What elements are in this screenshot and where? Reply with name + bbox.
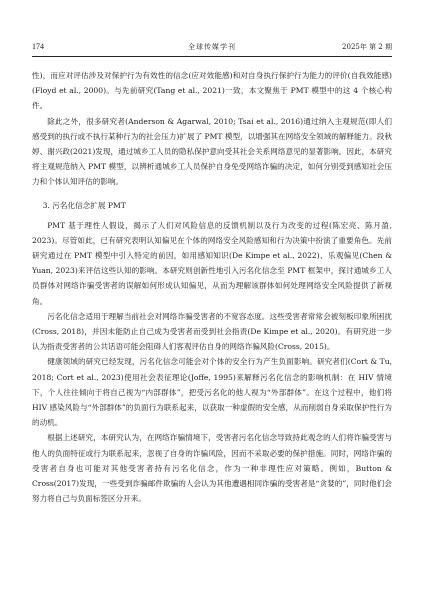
header-rule <box>32 56 392 57</box>
page-header <box>32 40 392 54</box>
paragraph-subjective-norms: 除此之外，很多研究者(Anderson & Agarwal, 2010; Tsai et al., 2016)通过纳入主观规范(即人们感受到的执行或不执行某种行为的社会压力)扩展了 PMT 模型，以增强其在网络安全领域的解释能力。段秋婷、谢兴政(2021)发现，通过城乡工人员的隐私保护意向受其社会关系网络意见的显著影响。因此，本研究将主观规范纳入 PMT 模型，以辨析通城乡工人员保护自身免受网络诈骗的决定，如何分别受到感知社会压力和个体认知评估的影响。 <box>32 116 392 187</box>
section-heading: 3. 污名化信念扩展 PMT <box>42 200 126 210</box>
paragraph-health-research: 健康领域的研究已经发现，污名化信念可能会对个体的安全行为产生负面影响。研究者们(Cort & Tu, 2018; Cort et al., 2023)使用社会表征理论(Joffe, 1995)来解释污名化信念的影响机制：在 HIV 情境下，个人往往倾向于将自己视为“内部群体”，把受污名化的他人视为“外部群体”。在这个过程中，他们将 HIV 感染风险与“外部群体”的负面行为联系起来，以获取一种虚假的安全感，从而削弱自身采取保护性行为的动机。 <box>32 357 392 428</box>
paragraph-continued: 性)，而应对评估涉及对保护行为有效性的信念(应对效能感)和对自身执行保护行为能力的评价(自我效能感)(Floyd et al., 2000)。与先前研究(Tang et al., 2021)一致，本文聚焦于 PMT 模型中的这 4 个核心构件。 <box>32 71 392 111</box>
page-number: 174 <box>32 42 44 51</box>
paragraph-hypothesis: 根据上述研究，本研究认为，在网络诈骗情境下，受害者污名化信念导致持此观念的人们将诈骗受害与他人的负面特征或行为联系起来，忽视了自身的诈骗风险，因而不采取必要的保护措施。同时，网络诈骗的受害者自身也可能对其他受害者持有污名化信念，作为一种非理性应对策略。例如，Button & Cross(2017)发现，一些受到诈骗邮件欺骗的人会认为其他遭遇相同诈骗的受害者是“贪婪的”，同时他们会努力将自己与负面标签区分开来。 <box>32 433 392 504</box>
journal-title: 全球传媒学刊 <box>188 43 236 51</box>
paragraph-pmt-bias: PMT 基于理性人假设，揭示了人们对风险信息的反馈机制以及行为改变的过程(陈宏亮、陈月盈, 2023)。尽管如此，已有研究表明认知偏见在个体的网络安全风险感知和行为决策中扮演了重要角色。先前研究通过在 PMT 模型中引入特定的前因，如用感知知识(De Kimpe et al., 2022)、乐观偏见(Chen & Yuan, 2023)来评估这些认知的影响。本研究则创新性地引入污名化信念至 PMT 框架中，探讨通城乡工人员群体对网络诈骗受害者的误解如何形成认知偏见，从而为理解该群体如何处理网络安全风险提供了新视角。 <box>32 220 392 306</box>
paragraph-stigma-belief: 污名化信念适用于理解当前社会对网络诈骗受害者的不宽容态度。这些受害者常常会被刻板印象所困扰(Cross, 2018)，并因未能防止自己成为受害者而受到社会指责(De Kimpe et al., 2020)。有研究进一步认为指责受害者的公共话语可能会阻碍人们客观评估自身的网络诈骗风险(Cross, 2015)。 <box>32 311 392 352</box>
article-body <box>32 68 392 506</box>
issue-label: 2025年 第 2 期 <box>342 43 392 51</box>
